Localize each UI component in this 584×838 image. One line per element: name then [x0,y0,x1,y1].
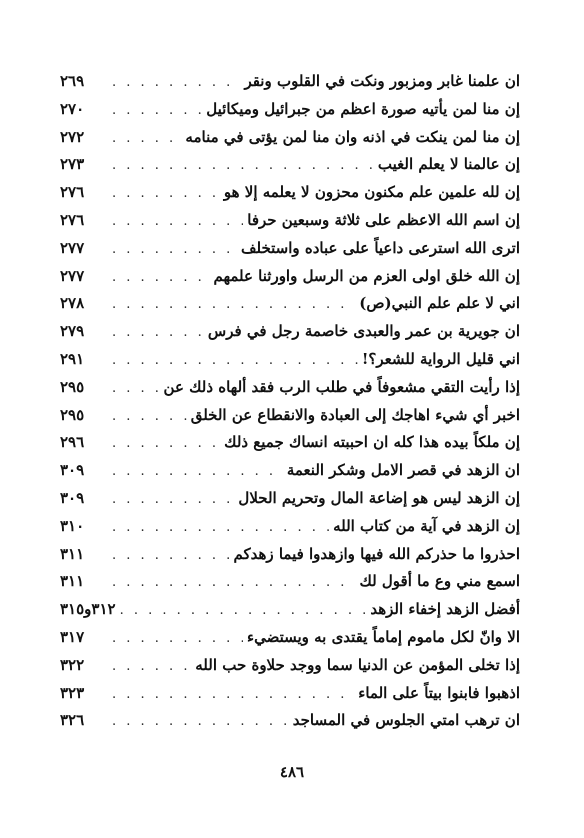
toc-entry-page: ٢٩٥ [60,405,85,424]
toc-entry-page: ٣١٢و٣١٥ [60,600,116,619]
toc-entry-page: ٣١٧ [60,627,85,646]
toc-entry-page: ٢٧٩ [60,322,85,341]
toc-entry [60,596,520,624]
toc-entry-title: ان الزهد في قصر الامل وشكر النعمة [286,461,520,480]
toc-entry-title: أفضل الزهد إخفاء الزهد [370,600,520,619]
toc-entry-title: اسمع مني وع ما أقول لك [359,572,520,591]
toc-entry-title: اني قليل الرواية للشعر؟! [361,349,520,368]
dot-leader [112,653,191,681]
toc-entry [60,346,520,374]
toc-entry-page: ٣١١ [60,572,85,591]
dot-leader [112,347,358,375]
toc-entry [60,124,520,152]
toc-entry-title: إن منا لمن يأتيه صورة اعظم من جبرائيل وميكائيل [206,99,520,118]
dot-leader [112,375,160,403]
toc-entry-page: ٢٧٦ [60,183,85,202]
dot-leader [112,430,220,458]
toc-list [60,68,520,735]
dot-leader [112,291,355,319]
toc-entry-title: ان علمنا غابر ومزبور ونكت في القلوب ونقر [244,72,520,90]
toc-entry-page: ٢٦٩ [60,72,85,90]
toc-entry [60,707,520,735]
dot-leader [112,319,204,347]
toc-entry [60,568,520,596]
dot-leader [112,125,181,153]
toc-entry [60,207,520,235]
toc-entry-title: اترى الله استرعى داعياً على عباده واستخلف [240,238,520,257]
dot-leader [120,597,367,625]
toc-entry [60,402,520,430]
dot-leader [112,458,283,486]
toc-entry-page: ٢٩٥ [60,377,85,396]
toc-entry [60,457,520,485]
dot-leader [112,542,229,570]
toc-entry [60,263,520,291]
toc-entry [60,429,520,457]
page-number: ٤٨٦ [279,763,305,781]
toc-entry-page: ٢٩٦ [60,433,85,452]
toc-entry [60,374,520,402]
toc-entry-page: ٣٠٩ [60,461,85,480]
dot-leader [112,625,243,653]
dot-leader [112,403,187,431]
dot-leader [112,708,289,736]
toc-entry-title: إن الله خلق اولى العزم من الرسل واورثنا علمهم [213,266,520,285]
toc-entry-title: اذهبوا فابنوا بيتاً على الماء [358,683,520,702]
dot-leader [112,264,209,292]
toc-entry-title: اخبر أي شيء اهاجك إلى العبادة والانقطاع عن الخلق [190,405,520,424]
dot-leader [112,180,220,208]
toc-entry [60,680,520,708]
toc-entry [60,624,520,652]
dot-leader [112,97,202,125]
toc-entry [60,541,520,569]
dot-leader [112,569,355,597]
toc-entry-title: ان جويرية بن عمر والعبدى خاصمة رجل في فرس [207,322,520,341]
toc-entry-title: إذا رأيت التقي مشعوفاً في طلب الرب فقد ألهاه ذلك عن [163,377,520,396]
toc-entry-page: ٢٧٣ [60,155,85,174]
dot-leader [112,514,329,542]
toc-entry [60,235,520,263]
toc-entry-page: ٢٧٦ [60,210,85,229]
toc-entry [60,513,520,541]
toc-entry-title: إن منا لمن ينكت في اذنه وان منا لمن يؤتى في منامه [185,127,520,146]
toc-entry [60,151,520,179]
toc-entry [60,96,520,124]
toc-entry [60,290,520,318]
toc-entry-page: ٣٢٣ [60,683,85,702]
toc-entry [60,318,520,346]
dot-leader [112,152,374,180]
dot-leader [112,681,354,709]
toc-entry [60,652,520,680]
toc-entry-title: احذروا ما حذركم الله فيها وازهدوا فيما زهدكم [233,544,520,563]
toc-entry [60,485,520,513]
toc-entry-page: ٣٠٩ [60,488,85,507]
toc-entry-title: إن لله علمين علم مكنون محزون لا يعلمه إلا هو [223,183,520,202]
dot-leader [112,208,243,236]
toc-entry-title: إن عالمنا لا يعلم الغيب [377,155,520,174]
toc-entry-page: ٢٧٢ [60,127,85,146]
toc-entry-title: إن اسم الله الاعظم على ثلاثة وسبعين حرفا [247,210,520,229]
dot-leader [112,486,234,514]
toc-entry-page: ٢٧٨ [60,294,85,313]
toc-entry-title: إذا تخلى المؤمن عن الدنيا سما ووجد حلاوة حب الله [195,655,520,674]
toc-entry-page: ٣١١ [60,544,85,563]
dot-leader [112,69,240,97]
toc-entry [60,68,520,96]
toc-entry-title: إن الزهد في آية من كتاب الله [333,516,520,535]
toc-entry-page: ٣٢٦ [60,711,85,730]
toc-entry-page: ٢٧٧ [60,266,85,285]
toc-entry-title: اني لا علم علم النبي(ص) [359,294,520,313]
toc-entry-title: إن الزهد ليس هو إضاعة المال وتحريم الحلال [238,488,520,507]
toc-entry-page: ٣١٠ [60,516,85,535]
toc-entry-page: ٢٩١ [60,349,85,368]
toc-entry-title: الا وانّ لكل ماموم إماماً يقتدى به ويستضيء [247,627,520,646]
toc-entry-page: ٢٧٧ [60,238,85,257]
toc-entry-title: ان ترهب امتي الجلوس في المساجد [292,711,520,730]
toc-entry-title: إن ملكاً بيده هذا كله ان احببته انساك جميع ذلك [224,433,520,452]
toc-entry-page: ٢٧٠ [60,99,85,118]
dot-leader [112,236,237,264]
toc-entry-page: ٣٢٢ [60,655,85,674]
toc-entry [60,179,520,207]
